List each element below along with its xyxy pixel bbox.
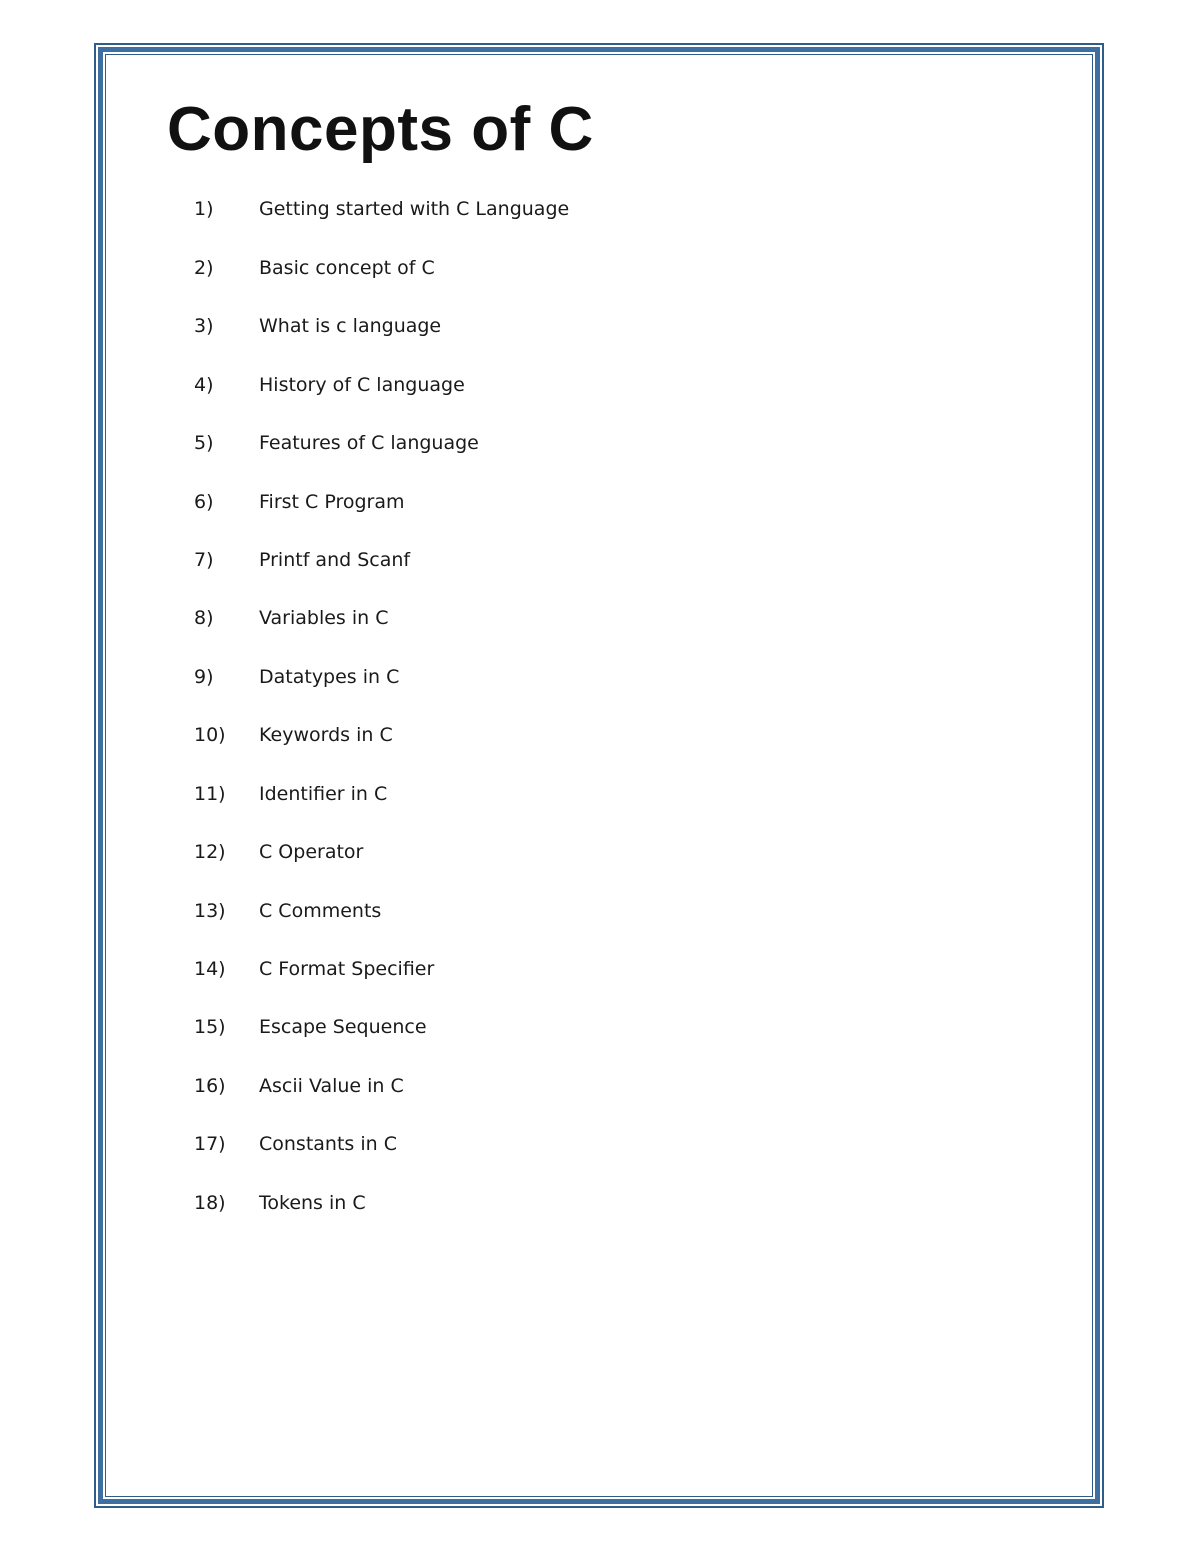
- list-item: [0, 779, 700, 809]
- list-item-number: 8): [194, 607, 214, 629]
- list-item-number: 5): [194, 432, 214, 454]
- list-item-number: 3): [194, 315, 214, 337]
- list-item-text: Variables in C: [259, 607, 389, 629]
- list-item-text: Datatypes in C: [259, 666, 400, 688]
- list-item-text: Identifier in C: [259, 783, 388, 805]
- list-item: [0, 194, 700, 224]
- list-item: [0, 370, 700, 400]
- list-item: [0, 1129, 700, 1159]
- list-item: [0, 487, 700, 517]
- list-item-number: 16): [194, 1075, 226, 1097]
- list-item-text: History of C language: [259, 374, 465, 396]
- list-item-number: 4): [194, 374, 214, 396]
- list-item-text: Tokens in C: [259, 1192, 366, 1214]
- page-title: Concepts of C: [167, 95, 594, 164]
- list-item-number: 2): [194, 257, 214, 279]
- list-item: [0, 545, 700, 575]
- list-item-number: 7): [194, 549, 214, 571]
- list-item-number: 15): [194, 1016, 226, 1038]
- list-item-number: 11): [194, 783, 226, 805]
- list-item-number: 18): [194, 1192, 226, 1214]
- list-item: [0, 253, 700, 283]
- list-item-text: Ascii Value in C: [259, 1075, 404, 1097]
- list-item: [0, 1071, 700, 1101]
- list-item-number: 10): [194, 724, 226, 746]
- list-item: [0, 428, 700, 458]
- list-item-text: Features of C language: [259, 432, 479, 454]
- list-item-number: 17): [194, 1133, 226, 1155]
- list-item-text: Constants in C: [259, 1133, 397, 1155]
- list-item-text: First C Program: [259, 491, 405, 513]
- list-item-text: C Comments: [259, 900, 382, 922]
- list-item-number: 12): [194, 841, 226, 863]
- list-item-text: Keywords in C: [259, 724, 393, 746]
- list-item: [0, 311, 700, 341]
- list-item: [0, 954, 700, 984]
- list-item: [0, 837, 700, 867]
- list-item-text: Basic concept of C: [259, 257, 435, 279]
- list-item-number: 6): [194, 491, 214, 513]
- list-item: [0, 896, 700, 926]
- list-item-text: Getting started with C Language: [259, 198, 570, 220]
- list-item: [0, 720, 700, 750]
- list-item-number: 9): [194, 666, 214, 688]
- list-item-number: 14): [194, 958, 226, 980]
- list-item-text: Printf and Scanf: [259, 549, 411, 571]
- list-item-text: C Operator: [259, 841, 364, 863]
- list-item: [0, 603, 700, 633]
- list-item: [0, 662, 700, 692]
- list-item-text: Escape Sequence: [259, 1016, 427, 1038]
- list-item: [0, 1188, 700, 1218]
- list-item-text: What is c language: [259, 315, 442, 337]
- list-item: [0, 1012, 700, 1042]
- list-item-text: C Format Specifier: [259, 958, 435, 980]
- list-item-number: 13): [194, 900, 226, 922]
- list-item-number: 1): [194, 198, 214, 220]
